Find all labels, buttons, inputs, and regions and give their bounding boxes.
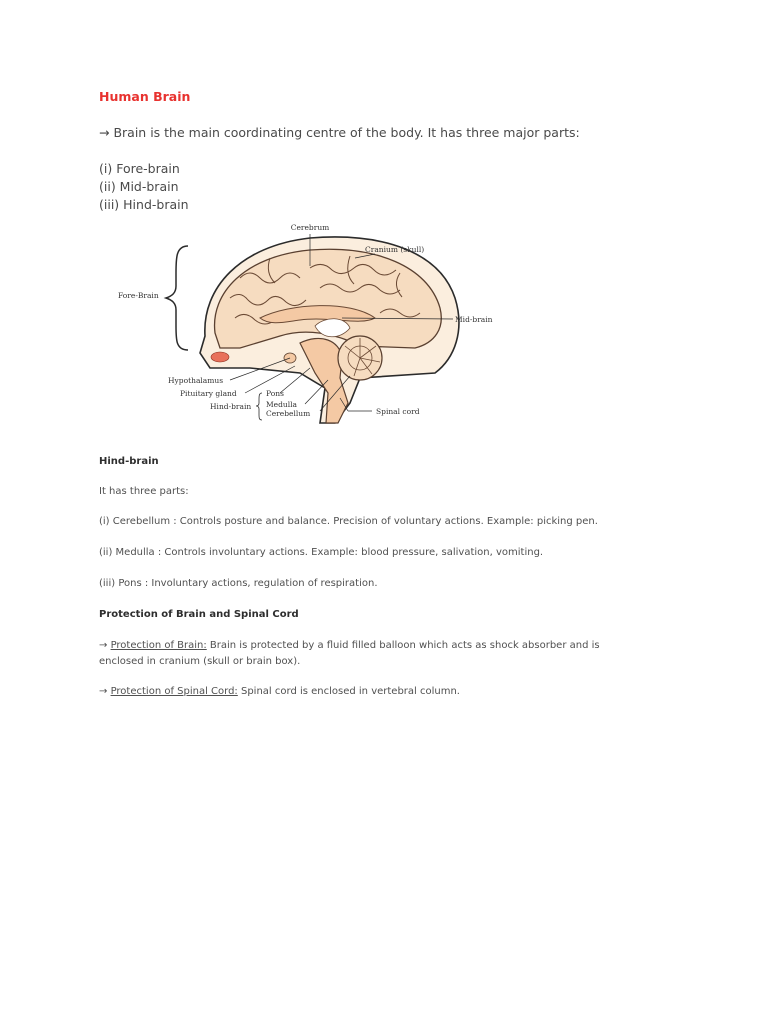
hindbrain-lead: It has three parts: [99, 486, 189, 497]
intro-text: → Brain is the main coordinating centre of the body. It has three major parts: [99, 125, 580, 140]
label-hind-brain: Hind-brain [210, 402, 252, 411]
label-pons: Pons [266, 389, 284, 398]
label-cerebellum: Cerebellum [266, 409, 311, 418]
hindbrain-heading: Hind-brain [99, 456, 159, 467]
label-cerebrum: Cerebrum [290, 223, 330, 232]
protection-spinal-line [99, 686, 460, 697]
part-mid-brain: (ii) Mid-brain [99, 179, 179, 194]
arrow: → [99, 686, 111, 697]
part-fore-brain: (i) Fore-brain [99, 161, 180, 176]
page-title: Human Brain [99, 89, 191, 104]
hindbrain-item-medulla: (ii) Medulla : Controls involuntary actions. Example: blood pressure, salivation, vomiting. [99, 547, 544, 558]
label-hypothalamus: Hypothalamus [168, 376, 224, 385]
protection-brain-label: Protection of Brain: [110, 640, 207, 651]
hindbrain-item-pons: (iii) Pons : Involuntary actions, regulation of respiration. [99, 578, 378, 589]
part-hind-brain: (iii) Hind-brain [99, 197, 189, 212]
label-pituitary: Pituitary gland [180, 389, 237, 398]
label-mid-brain: Mid-brain [455, 315, 493, 324]
label-medulla: Medulla [266, 400, 298, 409]
protection-heading: Protection of Brain and Spinal Cord [99, 609, 299, 620]
protection-spinal-text: Spinal cord is enclosed in vertebral column. [237, 686, 460, 697]
label-fore-brain: Fore-Brain [118, 291, 159, 300]
protection-brain-line-1 [99, 640, 600, 651]
hindbrain-item-cerebellum: (i) Cerebellum : Controls posture and balance. Precision of voluntary actions. Example: picking pen. [99, 516, 598, 527]
arrow: → [99, 640, 111, 651]
label-spinal-cord: Spinal cord [376, 407, 420, 416]
label-cranium: Cranium (skull) [365, 245, 425, 254]
protection-brain-line-2: enclosed in cranium (skull or brain box). [99, 656, 301, 667]
protection-spinal-label: Protection of Spinal Cord: [110, 686, 238, 697]
brain-diagram [110, 218, 550, 428]
protection-brain-text: Brain is protected by a fluid filled balloon which acts as shock absorber and is [206, 640, 600, 651]
